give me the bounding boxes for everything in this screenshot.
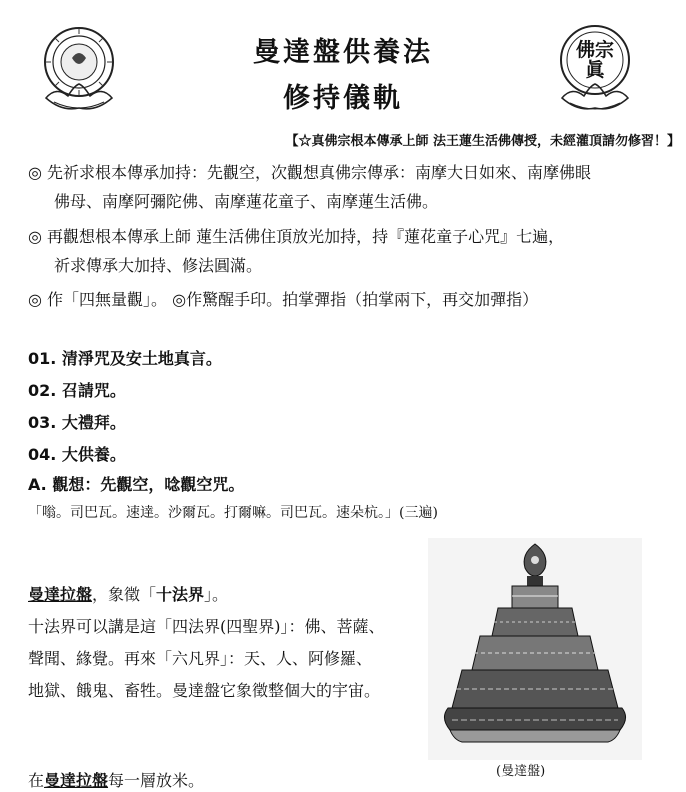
mandala-line2: 聲聞、緣覺。再來「六凡界」：天、人、阿修羅、 [28, 649, 373, 668]
last-line-pre: 在 [28, 771, 45, 790]
mandala-last-line [28, 768, 204, 791]
intro-p1-line1: ◎ 先祈求根本傳承加持：先觀空，次觀想真佛宗傳承：南摩大日如來、南摩佛眼 [28, 163, 592, 182]
mandala-heading-end: 」。 [204, 585, 229, 604]
page-title-line1: 曼達盤供養法 [253, 37, 433, 68]
step-a: A. 觀想：先觀空，唸觀空咒。 [28, 475, 245, 494]
page-title-line2: 修持儀軌 [283, 83, 403, 114]
step-04: 04. 大供養。 [28, 445, 126, 464]
mandala-line1: 十法界可以講是這「四法界(四聖界)」：佛、菩薩、 [28, 617, 385, 636]
ten-realms-term: 十法界 [156, 585, 205, 604]
intro-p3: ◎ 作「四無量觀」。 ◎作驚醒手印。拍掌彈指（拍掌兩下，再交加彈指） [28, 290, 539, 309]
transmission-notice: 【☆真佛宗根本傳承上師 法王蓮生活佛傳授，未經灌頂請勿修習！】 [285, 134, 680, 149]
last-line-term: 曼達拉盤 [44, 771, 109, 790]
figure-caption: (曼達盤) [496, 764, 546, 779]
mantra-text: 「嗡。司巴瓦。速達。沙爾瓦。打爾嘛。司巴瓦。速朵杭。」(三遍) [28, 505, 438, 521]
mandala-heading [28, 582, 228, 605]
mandala-term: 曼達拉盤 [28, 585, 93, 604]
intro-p2-line1: ◎ 再觀想根本傳承上師 蓮生活佛住頂放光加持，持『蓮花童子心咒』七遍， [28, 227, 565, 246]
last-line-post: 每一層放米。 [108, 771, 205, 790]
mandala-heading-mid: ，象徵「 [92, 585, 157, 604]
step-02: 02. 召請咒。 [28, 381, 126, 400]
mandala-plate-illustration [428, 538, 642, 760]
intro-p1-line2: 佛母、南摩阿彌陀佛、南摩蓮花童子、南摩蓮生活佛。 [54, 192, 439, 211]
step-03: 03. 大禮拜。 [28, 413, 126, 432]
mandala-line3: 地獄、餓鬼、畜牲。曼達盤它象徵整個大的宇宙。 [28, 681, 381, 700]
intro-p2-line2: 祈求傳承大加持、修法圓滿。 [54, 256, 263, 275]
right-logo-text: 佛宗眞 [575, 39, 614, 81]
step-01: 01. 清淨咒及安土地真言。 [28, 349, 222, 368]
